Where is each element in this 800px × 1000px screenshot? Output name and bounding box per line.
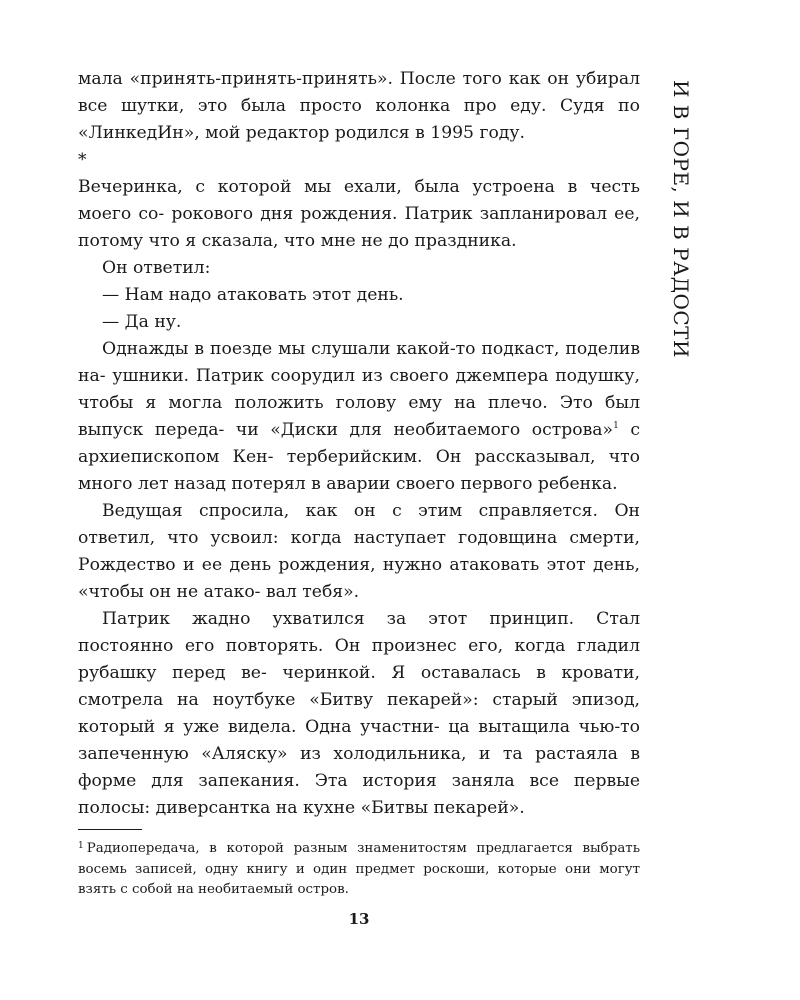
line: чи «Диски для необитаемого острова» bbox=[235, 420, 614, 440]
footnote-divider bbox=[78, 829, 142, 830]
paragraph-4: — Нам надо атаковать этот день. bbox=[102, 285, 404, 305]
running-header: И В ГОРЕ, И В РАДОСТИ bbox=[669, 80, 693, 358]
paragraph-2 bbox=[78, 174, 640, 255]
paragraph-8 bbox=[78, 606, 640, 822]
line: рокового дня рождения. Патрик запланировал ее, потому что bbox=[78, 204, 640, 251]
line: я могла положить голову ему на плечо. Это был выпуск переда- bbox=[78, 393, 640, 440]
paragraph-7 bbox=[78, 498, 640, 606]
line: я сказала, что мне не до праздника. bbox=[185, 231, 517, 251]
line: ушники. Патрик соорудил из своего джемпера подушку, чтобы bbox=[78, 366, 640, 413]
line: день рождения, нужно атаковать этот день, «чтобы он не атако- bbox=[78, 555, 640, 602]
line: Вечеринка, с которой мы ехали, была устроена в честь моего со- bbox=[78, 177, 640, 224]
line: пекарей»: старый эпизод, который я уже видела. Одна участни- bbox=[78, 690, 641, 737]
footnote bbox=[78, 836, 640, 901]
footnote-line: восемь записей, одну книгу и один предмет роскоши, которые они могут bbox=[78, 861, 640, 877]
line: растаяла в форме для запекания. Эта история заняла все первые bbox=[78, 744, 641, 791]
section-break-asterism: * bbox=[78, 150, 87, 170]
line: с архиепископом Кен- bbox=[78, 420, 640, 467]
paragraph-1 bbox=[78, 66, 640, 147]
line: что усвоил: когда наступает годовщина смерти, Рождество и ее bbox=[78, 528, 640, 575]
line: мала «принять-принять-принять». После того как он убирал все bbox=[78, 69, 640, 116]
line: полосы: диверсантка на кухне «Битвы пекарей». bbox=[78, 798, 525, 818]
line: Патрик жадно ухватился за этот принцип. Стал постоянно bbox=[78, 609, 640, 656]
line: Однажды в поезде мы слушали какой-то подкаст, поделив на- bbox=[78, 339, 640, 386]
line: шутки, это была просто колонка про еду. Судя по «ЛинкедИн», bbox=[78, 96, 640, 143]
line: терберийским. Он рассказывал, что много лет назад потерял bbox=[78, 447, 640, 494]
footnote-line: взять с собой на необитаемый остров. bbox=[78, 882, 349, 897]
line: черинкой. Я оставалась в кровати, смотрела на ноутбуке «Битву bbox=[78, 663, 640, 710]
paragraph-6 bbox=[78, 336, 640, 498]
page-number: 13 bbox=[348, 910, 370, 928]
footnote-line: Радиопередача, в которой разным знаменитостям предлагается выбрать bbox=[86, 841, 640, 856]
line: ца вытащила чью-то запеченную «Аляску» из холодильника, и та bbox=[78, 717, 641, 764]
footnote-reference: 1 bbox=[613, 421, 619, 431]
paragraph-5: — Да ну. bbox=[102, 312, 182, 332]
line: Ведущая спросила, как он с этим справляется. Он ответил, bbox=[78, 501, 640, 548]
footnote-number: 1 bbox=[78, 841, 84, 851]
paragraph-3: Он ответил: bbox=[102, 258, 211, 278]
line: его повторять. Он произнес его, когда гладил рубашку перед ве- bbox=[78, 636, 640, 683]
line: вал тебя». bbox=[265, 582, 360, 602]
line: мой редактор родился в 1995 году. bbox=[205, 123, 525, 143]
line: в аварии своего первого ребенка. bbox=[311, 474, 618, 494]
main-text bbox=[78, 66, 640, 822]
